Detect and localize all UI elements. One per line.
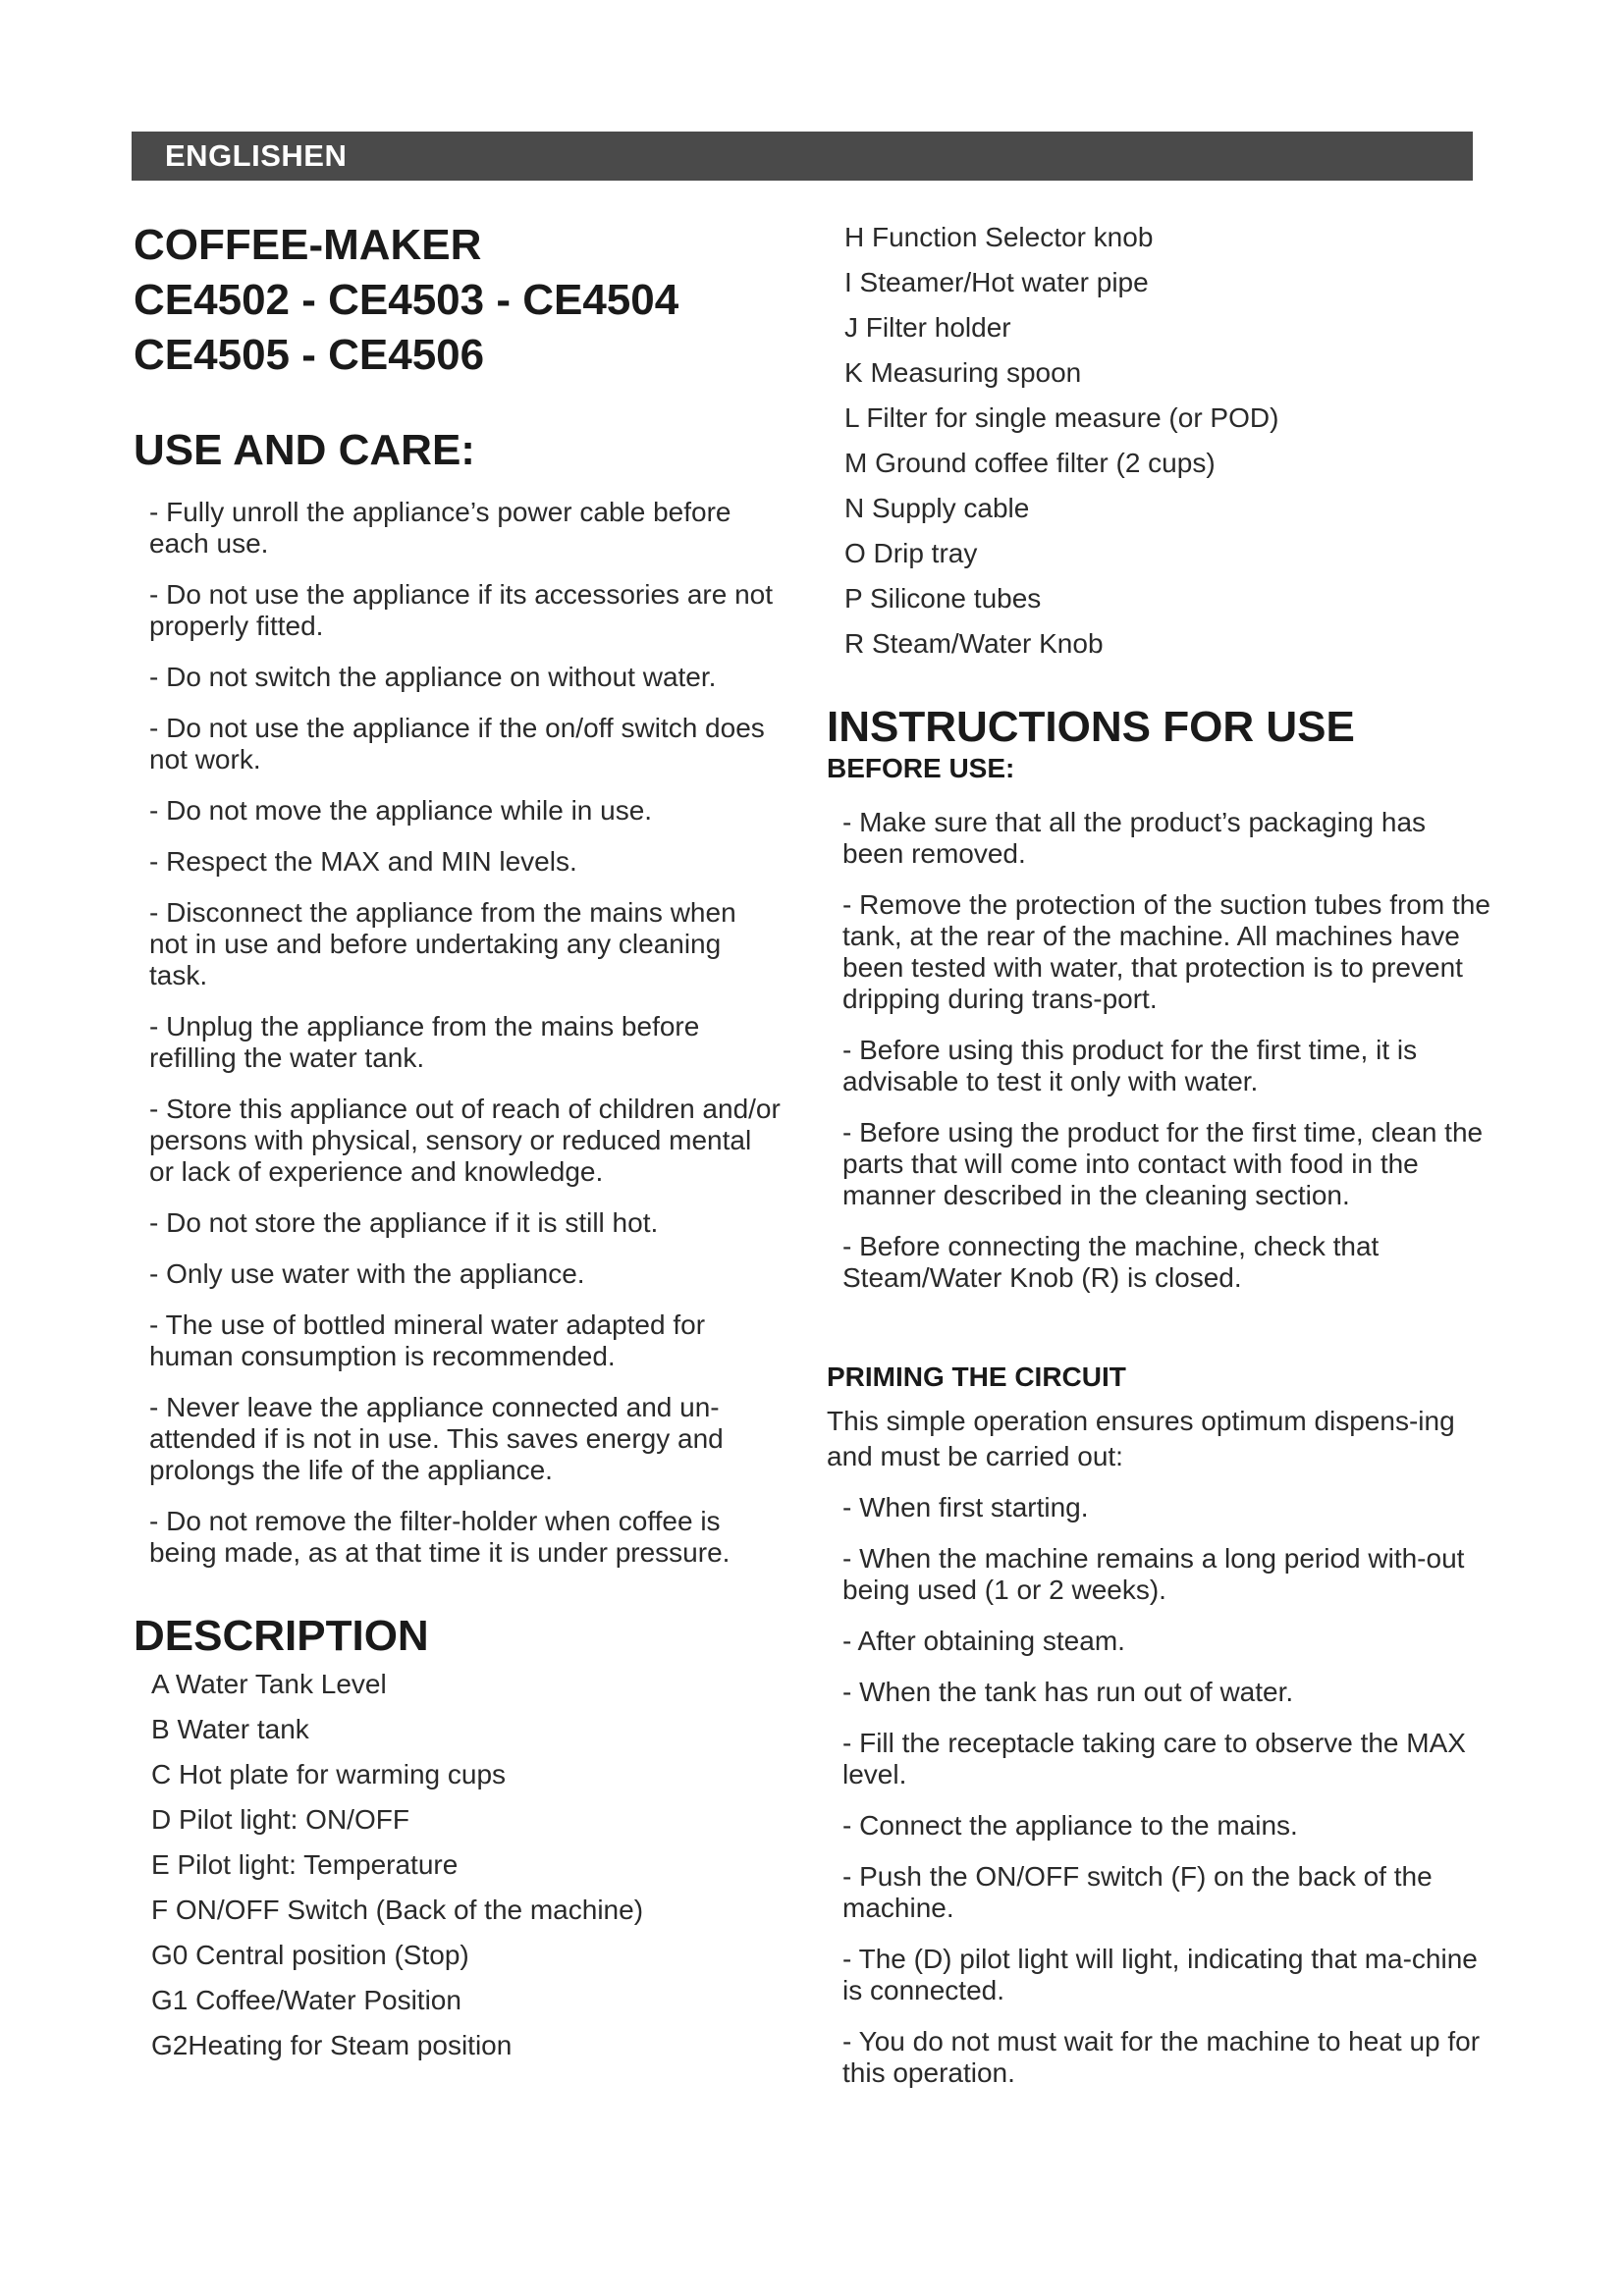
part-item: L Filter for single measure (or POD) [844, 402, 1279, 433]
list-item: - Never leave the appliance connected and un-attended if is not in use. This saves energy and prolongs the life of the appliance. [149, 1392, 724, 1485]
priming-intro: This simple operation ensures optimum dispens-ing and must be carried out: [827, 1406, 1455, 1471]
list-item: - Only use water with the appliance. [149, 1258, 585, 1289]
list-item: - Before using the product for the first time, clean the parts that will come into contact with food in the manner described in the cleaning section. [842, 1117, 1484, 1210]
list-item: - Remove the protection of the suction tubes from the tank, at the rear of the machine. All machines have been tested with water, that protection is to prevent dripping during trans-port. [842, 889, 1490, 1014]
part-item: J Filter holder [844, 312, 1011, 343]
part-item: B Water tank [151, 1714, 309, 1744]
left-column [134, 218, 782, 2075]
part-item: A Water Tank Level [151, 1669, 387, 1699]
list-item: - Push the ON/OFF switch (F) on the back of the machine. [842, 1861, 1433, 1923]
use-and-care-heading: USE AND CARE: [134, 426, 475, 474]
part-item: G0 Central position (Stop) [151, 1940, 469, 1970]
title-line: CE4502 - CE4503 - CE4504 [134, 276, 679, 324]
list-item: - You do not must wait for the machine to heat up for this operation. [842, 2026, 1481, 2088]
part-item: O Drip tray [844, 538, 978, 568]
list-item: - Fully unroll the appliance’s power cable before each use. [149, 497, 731, 559]
part-item: R Steam/Water Knob [844, 628, 1104, 659]
list-item: - Do not switch the appliance on without water. [149, 662, 717, 692]
list-item: - The use of bottled mineral water adapted for human consumption is recommended. [149, 1309, 706, 1371]
list-item: - When the tank has run out of water. [842, 1677, 1294, 1707]
part-item: M Ground coffee filter (2 cups) [844, 448, 1216, 478]
title-line: COFFEE-MAKER [134, 221, 482, 269]
list-item: - Disconnect the appliance from the mains when not in use and before undertaking any cleaning task. [149, 897, 736, 990]
list-item: - When first starting. [842, 1492, 1089, 1522]
list-item: - Unplug the appliance from the mains before refilling the water tank. [149, 1011, 700, 1073]
list-item: - Do not remove the filter-holder when coffee is being made, as at that time it is under pressure. [149, 1506, 731, 1568]
language-label: ENGLISHEN [165, 138, 348, 173]
part-item: P Silicone tubes [844, 583, 1042, 614]
list-item: - When the machine remains a long period with-out being used (1 or 2 weeks). [842, 1543, 1465, 1605]
part-item: G1 Coffee/Water Position [151, 1985, 461, 2015]
list-item: - Before connecting the machine, check that Steam/Water Knob (R) is closed. [842, 1231, 1380, 1293]
list-item: - The (D) pilot light will light, indicating that ma-chine is connected. [842, 1944, 1478, 2005]
list-item: - Fill the receptacle taking care to observe the MAX level. [842, 1728, 1466, 1789]
list-item: - Do not use the appliance if the on/off switch does not work. [149, 713, 765, 774]
part-item: D Pilot light: ON/OFF [151, 1804, 409, 1835]
language-header-bar [132, 132, 1473, 181]
part-item: N Supply cable [844, 493, 1030, 523]
title-line: CE4505 - CE4506 [134, 331, 485, 379]
list-item: - Connect the appliance to the mains. [842, 1810, 1298, 1841]
part-item: C Hot plate for warming cups [151, 1759, 507, 1789]
parts-list-continued [827, 222, 1494, 660]
use-and-care-list [134, 497, 782, 1569]
part-item: H Function Selector knob [844, 222, 1154, 252]
part-item: F ON/OFF Switch (Back of the machine) [151, 1895, 644, 1925]
part-item: I Steamer/Hot water pipe [844, 267, 1149, 297]
list-item: - Before using this product for the first time, it is advisable to test it only with water. [842, 1035, 1418, 1096]
list-item: - Do not use the appliance if its accessories are not properly fitted. [149, 579, 774, 641]
list-item: - Do not store the appliance if it is still hot. [149, 1207, 659, 1238]
part-item: G2Heating for Steam position [151, 2030, 513, 2060]
priming-heading: PRIMING THE CIRCUIT [827, 1362, 1126, 1392]
part-item: K Measuring spoon [844, 357, 1082, 388]
description-heading: DESCRIPTION [134, 1612, 429, 1660]
priming-list [827, 1492, 1494, 2089]
part-item: E Pilot light: Temperature [151, 1849, 459, 1880]
list-item: - After obtaining steam. [842, 1626, 1125, 1656]
before-use-heading: BEFORE USE: [827, 753, 1015, 783]
list-item: - Do not move the appliance while in use. [149, 795, 653, 826]
before-use-list [827, 807, 1494, 1294]
parts-list [134, 1669, 782, 2061]
list-item: - Make sure that all the product’s packaging has been removed. [842, 807, 1427, 869]
list-item: - Respect the MAX and MIN levels. [149, 846, 577, 877]
product-title [134, 218, 782, 383]
list-item: - Store this appliance out of reach of children and/or persons with physical, sensory or reduced mental or lack of experience and knowledge. [149, 1094, 781, 1187]
instructions-heading: INSTRUCTIONS FOR USE [827, 703, 1355, 751]
right-column [827, 222, 1494, 2109]
